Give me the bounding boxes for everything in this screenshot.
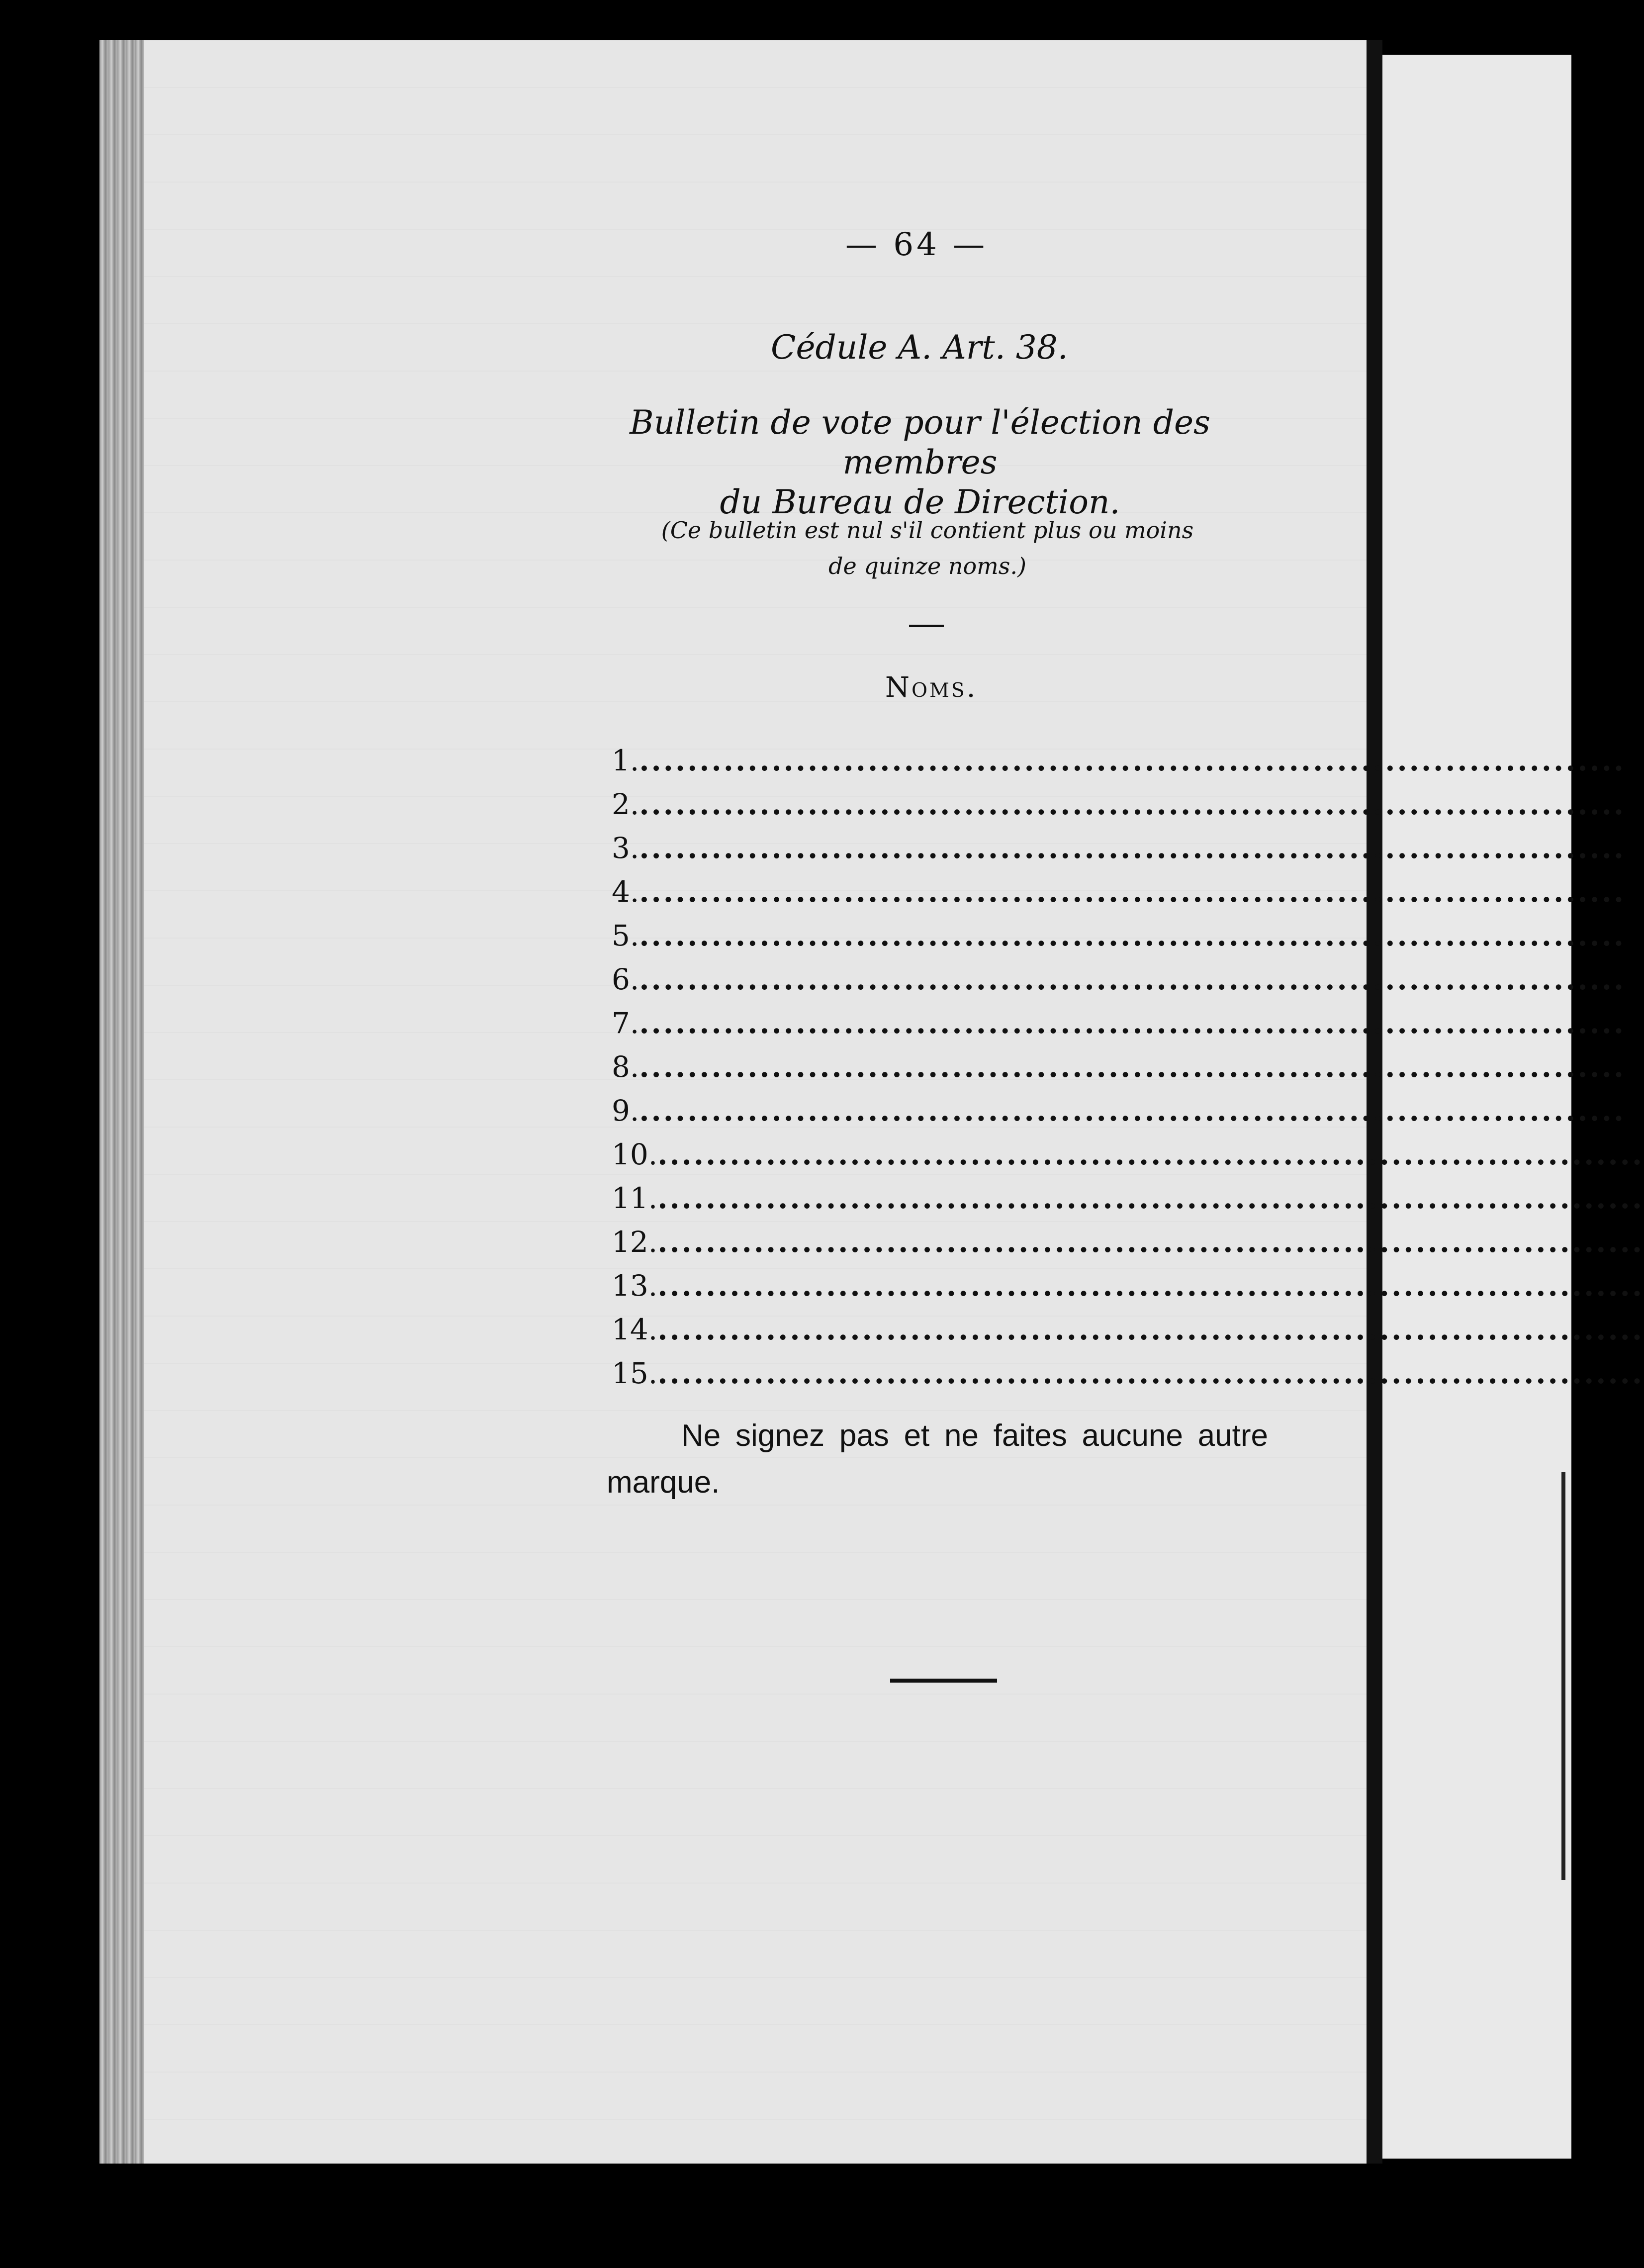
short-divider xyxy=(909,625,944,627)
validity-note xyxy=(646,512,1208,584)
names-heading: Noms. xyxy=(885,671,978,704)
name-line xyxy=(612,831,1626,875)
line-number: 4. xyxy=(612,875,639,909)
name-line xyxy=(612,1356,1644,1400)
dot-leader: .................................................................................. xyxy=(639,744,1626,777)
line-number: 11. xyxy=(612,1181,658,1215)
name-line xyxy=(612,1137,1644,1181)
dot-leader: .................................................................................. xyxy=(657,1356,1644,1390)
dot-leader: .................................................................................. xyxy=(639,919,1626,952)
adjacent-page-mark xyxy=(1561,1472,1565,1880)
page-edge-stack xyxy=(99,40,144,2164)
line-number: 14. xyxy=(612,1313,658,1346)
line-number: 9. xyxy=(612,1094,639,1128)
dot-leader: .................................................................................. xyxy=(657,1269,1644,1303)
validity-note-line-2: de quinze noms.) xyxy=(828,553,1026,579)
dot-leader: .................................................................................. xyxy=(639,831,1626,865)
line-number: 15. xyxy=(612,1356,658,1390)
name-line xyxy=(612,1269,1644,1313)
dot-leader: .................................................................................. xyxy=(639,1094,1626,1128)
dot-leader: .................................................................................. xyxy=(639,1050,1626,1084)
name-lines-list xyxy=(612,744,1644,1400)
name-line xyxy=(612,744,1626,787)
closing-rule xyxy=(890,1679,997,1683)
name-line xyxy=(612,1006,1626,1050)
name-line xyxy=(612,1225,1644,1269)
validity-note-line-1: (Ce bulletin est nul s'il contient plus ou moins xyxy=(661,517,1194,544)
name-line xyxy=(612,1050,1626,1094)
line-number: 8. xyxy=(612,1050,639,1084)
dot-leader: .................................................................................. xyxy=(657,1137,1644,1171)
ballot-subtitle xyxy=(572,403,1268,522)
line-number: 5. xyxy=(612,919,639,952)
name-line xyxy=(612,1094,1626,1137)
line-number: 1. xyxy=(612,744,639,777)
line-number: 7. xyxy=(612,1006,639,1040)
name-line xyxy=(612,962,1626,1006)
dot-leader: .................................................................................. xyxy=(657,1181,1644,1215)
dot-leader: .................................................................................. xyxy=(657,1225,1644,1259)
line-number: 6. xyxy=(612,962,639,996)
ballot-subtitle-line-2: du Bureau de Direction. xyxy=(720,483,1120,521)
name-line xyxy=(612,787,1626,831)
schedule-heading: Cédule A. Art. 38. xyxy=(771,328,1068,367)
dot-leader: .................................................................................. xyxy=(639,1006,1626,1040)
line-number: 13. xyxy=(612,1269,658,1303)
dot-leader: .................................................................................. xyxy=(657,1313,1644,1346)
instruction-text: Ne signez pas et ne faites aucune autre marque. xyxy=(607,1418,1268,1500)
line-number: 12. xyxy=(612,1225,658,1259)
dot-leader: .................................................................................. xyxy=(639,875,1626,909)
name-line xyxy=(612,1313,1644,1356)
dot-leader: .................................................................................. xyxy=(639,962,1626,996)
name-line xyxy=(612,919,1626,962)
dot-leader: .................................................................................. xyxy=(639,787,1626,821)
line-number: 3. xyxy=(612,831,639,865)
ballot-subtitle-line-1: Bulletin de vote pour l'élection des membres xyxy=(630,403,1210,481)
line-number: 10. xyxy=(612,1137,658,1171)
name-line xyxy=(612,875,1626,919)
line-number: 2. xyxy=(612,787,639,821)
page-number: — 64 — xyxy=(845,226,988,263)
name-line xyxy=(612,1181,1644,1225)
